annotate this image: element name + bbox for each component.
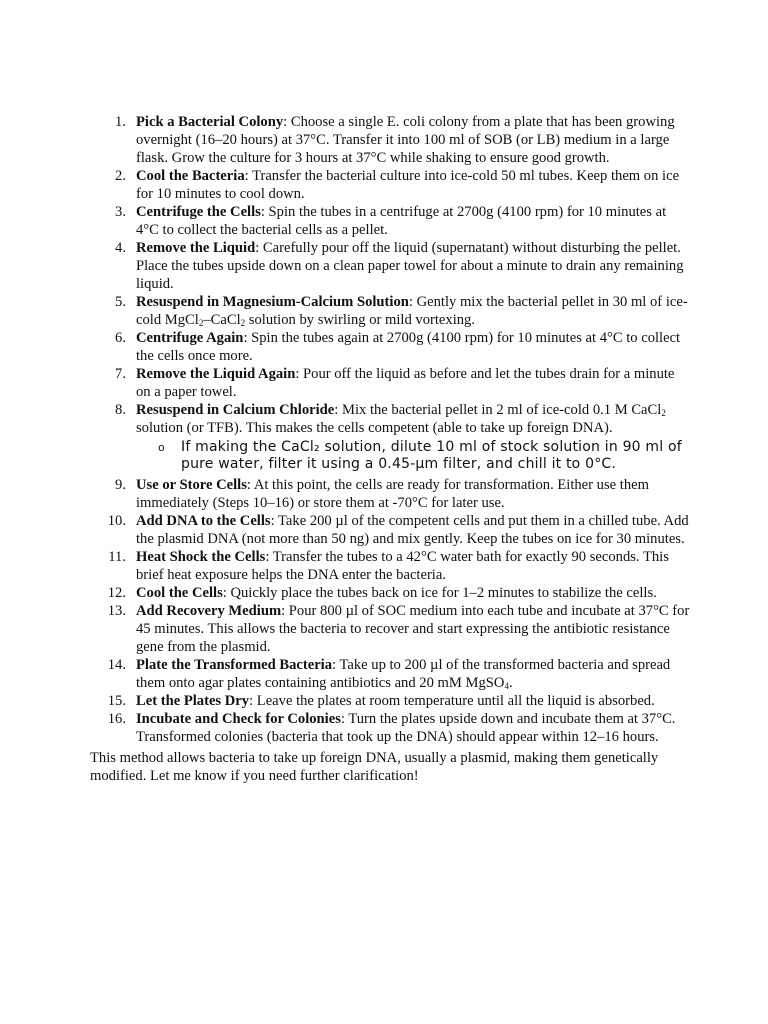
subscript: 2 xyxy=(198,317,204,328)
subscript: 2 xyxy=(240,317,246,328)
step-body: : Spin the tubes again at 2700g (4100 rpm) for 10 minutes at 4°C to collect the cells once more. xyxy=(136,329,681,364)
step-number: 15. xyxy=(107,692,126,709)
step-body: : Carefully pour off the liquid (supernatant) without disturbing the pellet. Place the tubes upside down on a clean paper towel for about a minute to drain any remaining liquid. xyxy=(136,239,684,292)
subscript: 2 xyxy=(661,407,666,418)
step-item xyxy=(90,549,690,585)
step-number: 3. xyxy=(115,203,126,220)
step-title: Add Recovery Medium xyxy=(136,602,282,619)
step-item xyxy=(90,513,690,549)
sub-list-item xyxy=(136,439,690,474)
step-item xyxy=(90,603,690,657)
step-number: 8. xyxy=(115,401,126,418)
step-title: Plate the Transformed Bacteria xyxy=(136,656,333,673)
step-body: –CaCl xyxy=(203,311,241,328)
step-number: 2. xyxy=(115,167,126,184)
step-number: 4. xyxy=(115,239,126,256)
step-number: 11. xyxy=(108,548,126,565)
step-title: Add DNA to the Cells xyxy=(136,512,271,529)
step-number: 7. xyxy=(115,365,126,382)
step-item xyxy=(90,477,690,513)
step-number: 16. xyxy=(107,710,126,727)
step-body: : Take up to 200 µl of the transformed bacteria and spread them onto agar plates containing antibiotics and 20 mM MgSO xyxy=(136,656,671,691)
step-item xyxy=(90,114,690,168)
step-body: : Pour 800 µl of SOC medium into each tube and incubate at 37°C for 45 minutes. This allows the bacteria to recover and start expressing the antibiotic resistance gene from the plasmid. xyxy=(136,602,690,655)
step-title: Resuspend in Calcium Chloride xyxy=(136,401,335,418)
step-item xyxy=(90,204,690,240)
step-title: Let the Plates Dry xyxy=(136,692,250,709)
step-title: Cool the Cells xyxy=(136,584,223,601)
step-body: : Choose a single E. coli colony from a plate that has been growing overnight (16–20 hours) at 37°C. Transfer it into 100 ml of SOB (or LB) medium in a large flask. Grow the culture for 3 hours at 37°C while shaking to ensure good growth. xyxy=(136,114,675,166)
step-title: Centrifuge the Cells xyxy=(136,203,261,220)
subscript: 4 xyxy=(504,680,509,691)
step-number: 9. xyxy=(115,476,126,493)
step-number: 10. xyxy=(107,512,126,529)
sub-item-text: If making the CaCl₂ solution, dilute 10 ml of stock solution in 90 ml of pure water, filter it using a 0.45-µm filter, and chill it to 0°C. xyxy=(181,438,682,473)
step-body: : Turn the plates upside down and incubate them at 37°C. Transformed colonies (bacteria that took up the DNA) should appear within 12–16 hours. xyxy=(136,710,676,745)
step-item xyxy=(90,711,690,747)
protocol-steps-list xyxy=(90,114,690,747)
step-title: Centrifuge Again xyxy=(136,329,244,346)
step-title: Cool the Bacteria xyxy=(136,167,245,184)
step-body: : Take 200 µl of the competent cells and put them in a chilled tube. Add the plasmid DNA (not more than 50 ng) and mix gently. Keep the tubes on ice for 30 minutes. xyxy=(136,512,689,547)
step-title: Resuspend in Magnesium-Calcium Solution xyxy=(136,293,409,310)
step-title: Remove the Liquid Again xyxy=(136,365,296,382)
step-body: : At this point, the cells are ready for transformation. Either use them immediately (Steps 10–16) or store them at -70°C for later use. xyxy=(136,476,649,511)
step-item xyxy=(90,294,690,330)
step-body: solution (or TFB). This makes the cells competent (able to take up foreign DNA). xyxy=(136,419,613,436)
step-item xyxy=(90,693,690,711)
step-number: 1. xyxy=(115,114,126,130)
step-body: : Gently mix the bacterial pellet in 30 ml of ice-cold MgCl xyxy=(136,293,688,328)
step-body: : Spin the tubes in a centrifuge at 2700g (4100 rpm) for 10 minutes at 4°C to collect the bacterial cells as a pellet. xyxy=(136,203,667,238)
step-title: Pick a Bacterial Colony xyxy=(136,114,284,130)
step-item xyxy=(90,657,690,693)
step-body: : Leave the plates at room temperature until all the liquid is absorbed. xyxy=(249,692,655,709)
step-number: 6. xyxy=(115,329,126,346)
step-title: Remove the Liquid xyxy=(136,239,256,256)
step-item xyxy=(90,402,690,474)
step-item xyxy=(90,366,690,402)
step-body: solution by swirling or mild vortexing. xyxy=(245,311,475,328)
step-number: 13. xyxy=(107,602,126,619)
step-body: : Transfer the tubes to a 42°C water bath for exactly 90 seconds. This brief heat exposure helps the DNA enter the bacteria. xyxy=(136,548,669,583)
step-body: : Transfer the bacterial culture into ice-cold 50 ml tubes. Keep them on ice for 10 minutes to cool down. xyxy=(136,167,680,202)
step-item xyxy=(90,168,690,204)
step-item xyxy=(90,585,690,603)
step-number: 12. xyxy=(107,584,126,601)
document-page xyxy=(90,114,690,786)
step-number: 14. xyxy=(107,656,126,673)
sub-list xyxy=(136,439,690,474)
step-item xyxy=(90,240,690,294)
step-body: : Mix the bacterial pellet in 2 ml of ice-cold 0.1 M CaCl xyxy=(334,401,662,418)
step-number: 5. xyxy=(115,293,126,310)
step-title: Incubate and Check for Colonies xyxy=(136,710,341,727)
step-title: Heat Shock the Cells xyxy=(136,548,266,565)
step-body: : Pour off the liquid as before and let the tubes drain for a minute on a paper towel. xyxy=(136,365,675,400)
hollow-bullet-icon: o xyxy=(158,440,165,454)
closing-paragraph: This method allows bacteria to take up foreign DNA, usually a plasmid, making them genetically modified. Let me know if you need further clarification! xyxy=(90,749,659,784)
step-item xyxy=(90,330,690,366)
step-title: Use or Store Cells xyxy=(136,476,247,493)
step-body: . xyxy=(508,674,513,691)
step-body: : Quickly place the tubes back on ice for 1–2 minutes to stabilize the cells. xyxy=(222,584,657,601)
